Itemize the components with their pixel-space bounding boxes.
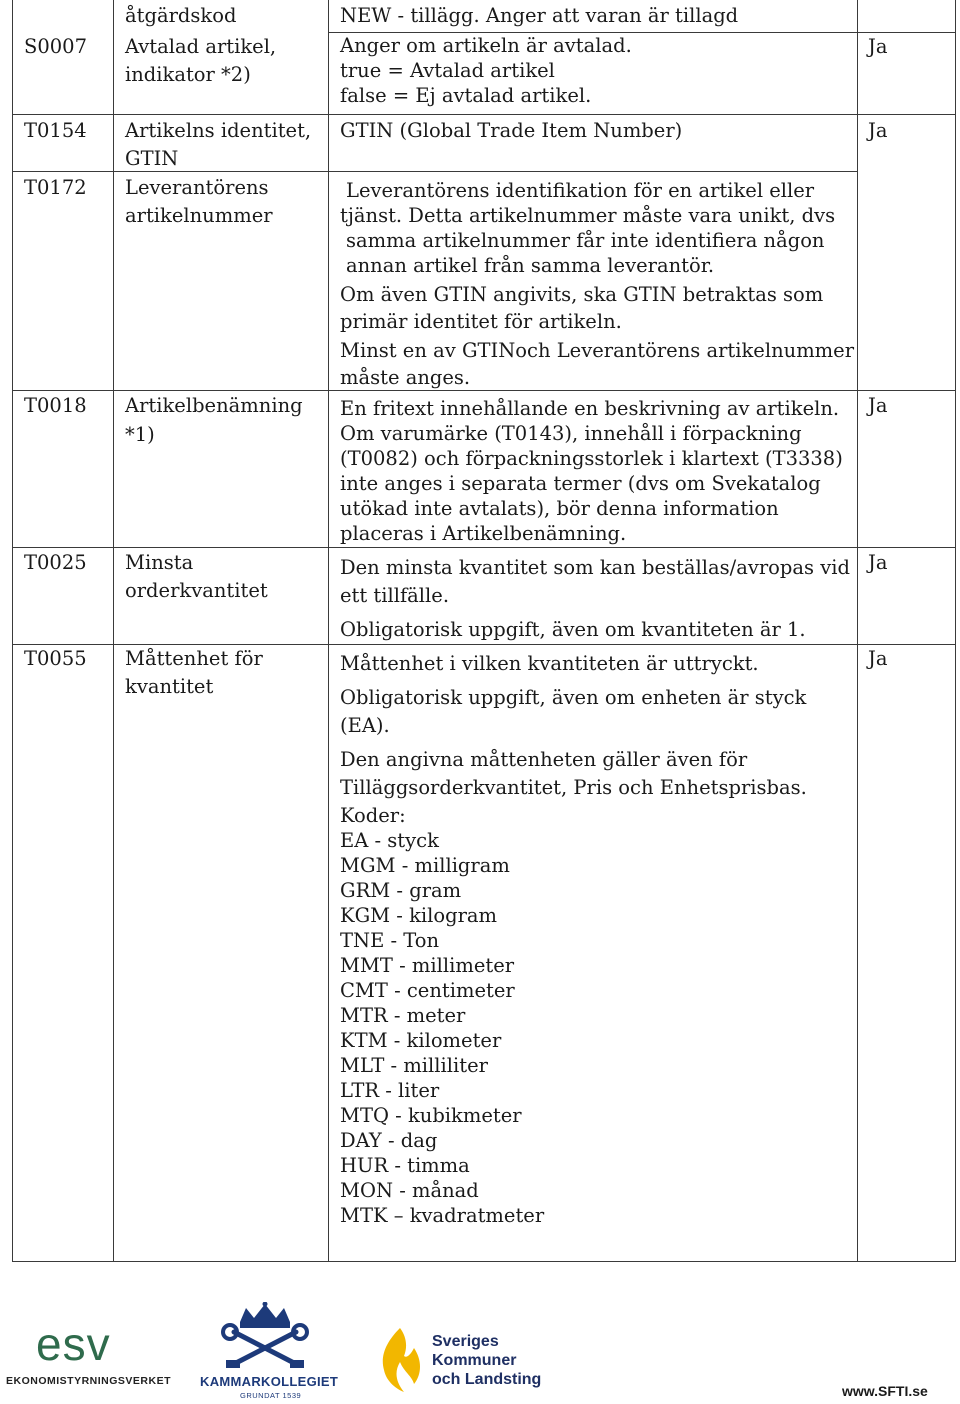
desc-line: utökad inte avtalats), bör denna information bbox=[340, 497, 779, 520]
website-link[interactable]: www.SFTI.se bbox=[842, 1383, 928, 1399]
unit-code-item: KTM - kilometer bbox=[340, 1029, 502, 1052]
table-border-left bbox=[12, 0, 13, 1262]
unit-code-item: EA - styck bbox=[340, 829, 439, 852]
column-divider-2 bbox=[328, 0, 329, 1262]
row-name-line: indikator *2) bbox=[125, 63, 251, 86]
skl-wordmark-line: Sveriges bbox=[432, 1333, 499, 1350]
row-description-mandatory: Obligatorisk uppgift, även om enheten är styck bbox=[340, 686, 807, 709]
row-description: GTIN (Global Trade Item Number) bbox=[340, 119, 683, 142]
desc-line: inte anges i separata termer (dvs om Svekatalog bbox=[340, 472, 821, 495]
row-name-line: Måttenhet för bbox=[125, 647, 263, 670]
desc-line: (T0082) och förpackningsstorlek i klartext (T3338) bbox=[340, 447, 843, 470]
row-divider bbox=[12, 547, 955, 548]
skl-wordmark-line: Kommuner bbox=[432, 1352, 517, 1369]
unit-code-item: HUR - timma bbox=[340, 1154, 470, 1177]
row-description bbox=[340, 396, 843, 546]
table-border-right bbox=[955, 0, 956, 1262]
row-code: T0154 bbox=[24, 119, 87, 142]
row-description bbox=[340, 33, 632, 108]
desc-line: En fritext innehållande en beskrivning av artikeln. bbox=[340, 397, 840, 420]
skl-wordmark-line: och Landsting bbox=[432, 1371, 542, 1388]
row-divider bbox=[12, 114, 955, 115]
unit-code-item: KGM - kilogram bbox=[340, 904, 498, 927]
row-name-line: GTIN bbox=[125, 147, 179, 170]
unit-code-item: TNE - Ton bbox=[340, 929, 440, 952]
row-description-note: Tilläggsorderkvantitet, Pris och Enhetsprisbas. bbox=[340, 776, 807, 799]
desc-line: Leverantörens identifikation för en artikel eller bbox=[346, 179, 815, 202]
row-code: T0172 bbox=[24, 176, 87, 199]
codes-label: Koder: bbox=[340, 804, 406, 827]
row-description: Måttenhet i vilken kvantiteten är uttryckt. bbox=[340, 652, 759, 675]
unit-code-item: MGM - milligram bbox=[340, 854, 510, 877]
desc-line: Om varumärke (T0143), innehåll i förpackning bbox=[340, 422, 802, 445]
row-name-line: kvantitet bbox=[125, 675, 214, 698]
kammarkollegiet-logo bbox=[196, 1302, 339, 1402]
desc-line: false = Ej avtalad artikel. bbox=[340, 84, 592, 107]
table-border-bottom bbox=[12, 1261, 955, 1262]
unit-code-item: MMT - millimeter bbox=[340, 954, 515, 977]
desc-line: annan artikel från samma leverantör. bbox=[346, 254, 715, 277]
row-name-line: Leverantörens bbox=[125, 176, 269, 199]
desc-line: samma artikelnummer får inte identifiera någon bbox=[346, 229, 825, 252]
row-description bbox=[340, 178, 836, 278]
row-description: ett tillfälle. bbox=[340, 584, 450, 607]
crown-keys-emblem-icon bbox=[196, 1302, 334, 1374]
row-required: Ja bbox=[868, 647, 888, 670]
kammarkollegiet-founded: GRUNDAT 1539 bbox=[240, 1391, 302, 1400]
unit-code-item: MTK – kvadratmeter bbox=[340, 1204, 545, 1227]
row-description-requirement bbox=[340, 337, 854, 391]
unit-code-list bbox=[340, 828, 544, 1228]
skl-flame-icon bbox=[370, 1326, 428, 1396]
desc-line: Om även GTIN angivits, ska GTIN betraktas som bbox=[340, 283, 824, 306]
esv-logo-caption: EKONOMISTYRNINGSVERKET bbox=[6, 1375, 172, 1387]
row-description-note: Den angivna måttenheten gäller även för bbox=[340, 748, 748, 771]
row-required: Ja bbox=[868, 119, 888, 142]
row-code: T0018 bbox=[24, 394, 87, 417]
skl-wordmark bbox=[432, 1332, 541, 1389]
desc-line: tjänst. Detta artikelnummer måste vara unikt, dvs bbox=[340, 204, 836, 227]
desc-line: primär identitet för artikeln. bbox=[340, 310, 622, 333]
row-code: T0025 bbox=[24, 551, 87, 574]
row-name-line: Artikelns identitet, bbox=[125, 119, 312, 142]
unit-code-item: DAY - dag bbox=[340, 1129, 438, 1152]
desc-line: placeras i Artikelbenämning. bbox=[340, 522, 627, 545]
column-divider-1 bbox=[113, 0, 114, 1262]
row-code: T0055 bbox=[24, 647, 87, 670]
desc-line: måste anges. bbox=[340, 366, 471, 389]
row-required: Ja bbox=[868, 551, 888, 574]
column-divider-3 bbox=[857, 0, 858, 1262]
row-required: Ja bbox=[868, 394, 888, 417]
skl-logo bbox=[370, 1326, 545, 1396]
row-name-line: Minsta bbox=[125, 551, 194, 574]
esv-logo-wordmark: esv bbox=[36, 1318, 111, 1370]
unit-code-item: MLT - milliliter bbox=[340, 1054, 488, 1077]
kammarkollegiet-caption: KAMMARKOLLEGIET bbox=[200, 1374, 339, 1389]
row-code: S0007 bbox=[24, 35, 87, 58]
unit-code-item: MON - månad bbox=[340, 1179, 479, 1202]
row-name-line: artikelnummer bbox=[125, 204, 273, 227]
row-name-line: Avtalad artikel, bbox=[125, 35, 277, 58]
row-description-gtin-note bbox=[340, 281, 823, 335]
desc-line: Minst en av GTINoch Leverantörens artikelnummer bbox=[340, 339, 855, 362]
row-description-mandatory: Obligatorisk uppgift, även om kvantiteten är 1. bbox=[340, 618, 806, 641]
unit-code-item: MTQ - kubikmeter bbox=[340, 1104, 522, 1127]
row-description: Den minsta kvantitet som kan beställas/avropas vid bbox=[340, 556, 850, 579]
desc-line: true = Avtalad artikel bbox=[340, 59, 555, 82]
desc-line: Anger om artikeln är avtalad. bbox=[340, 34, 632, 57]
esv-logo bbox=[6, 1318, 172, 1392]
unit-code-item: CMT - centimeter bbox=[340, 979, 515, 1002]
row-description-mandatory: (EA). bbox=[340, 714, 390, 737]
row-name-line: orderkvantitet bbox=[125, 579, 268, 602]
row-required: Ja bbox=[868, 35, 888, 58]
cell-action-code-label: åtgärdskod bbox=[125, 4, 237, 27]
row-name-line: Artikelbenämning bbox=[125, 394, 303, 417]
cell-action-code-desc: NEW - tillägg. Anger att varan är tillagd bbox=[340, 4, 739, 27]
row-name-line: *1) bbox=[125, 423, 155, 446]
unit-code-item: MTR - meter bbox=[340, 1004, 466, 1027]
unit-code-item: LTR - liter bbox=[340, 1079, 440, 1102]
unit-code-item: GRM - gram bbox=[340, 879, 462, 902]
